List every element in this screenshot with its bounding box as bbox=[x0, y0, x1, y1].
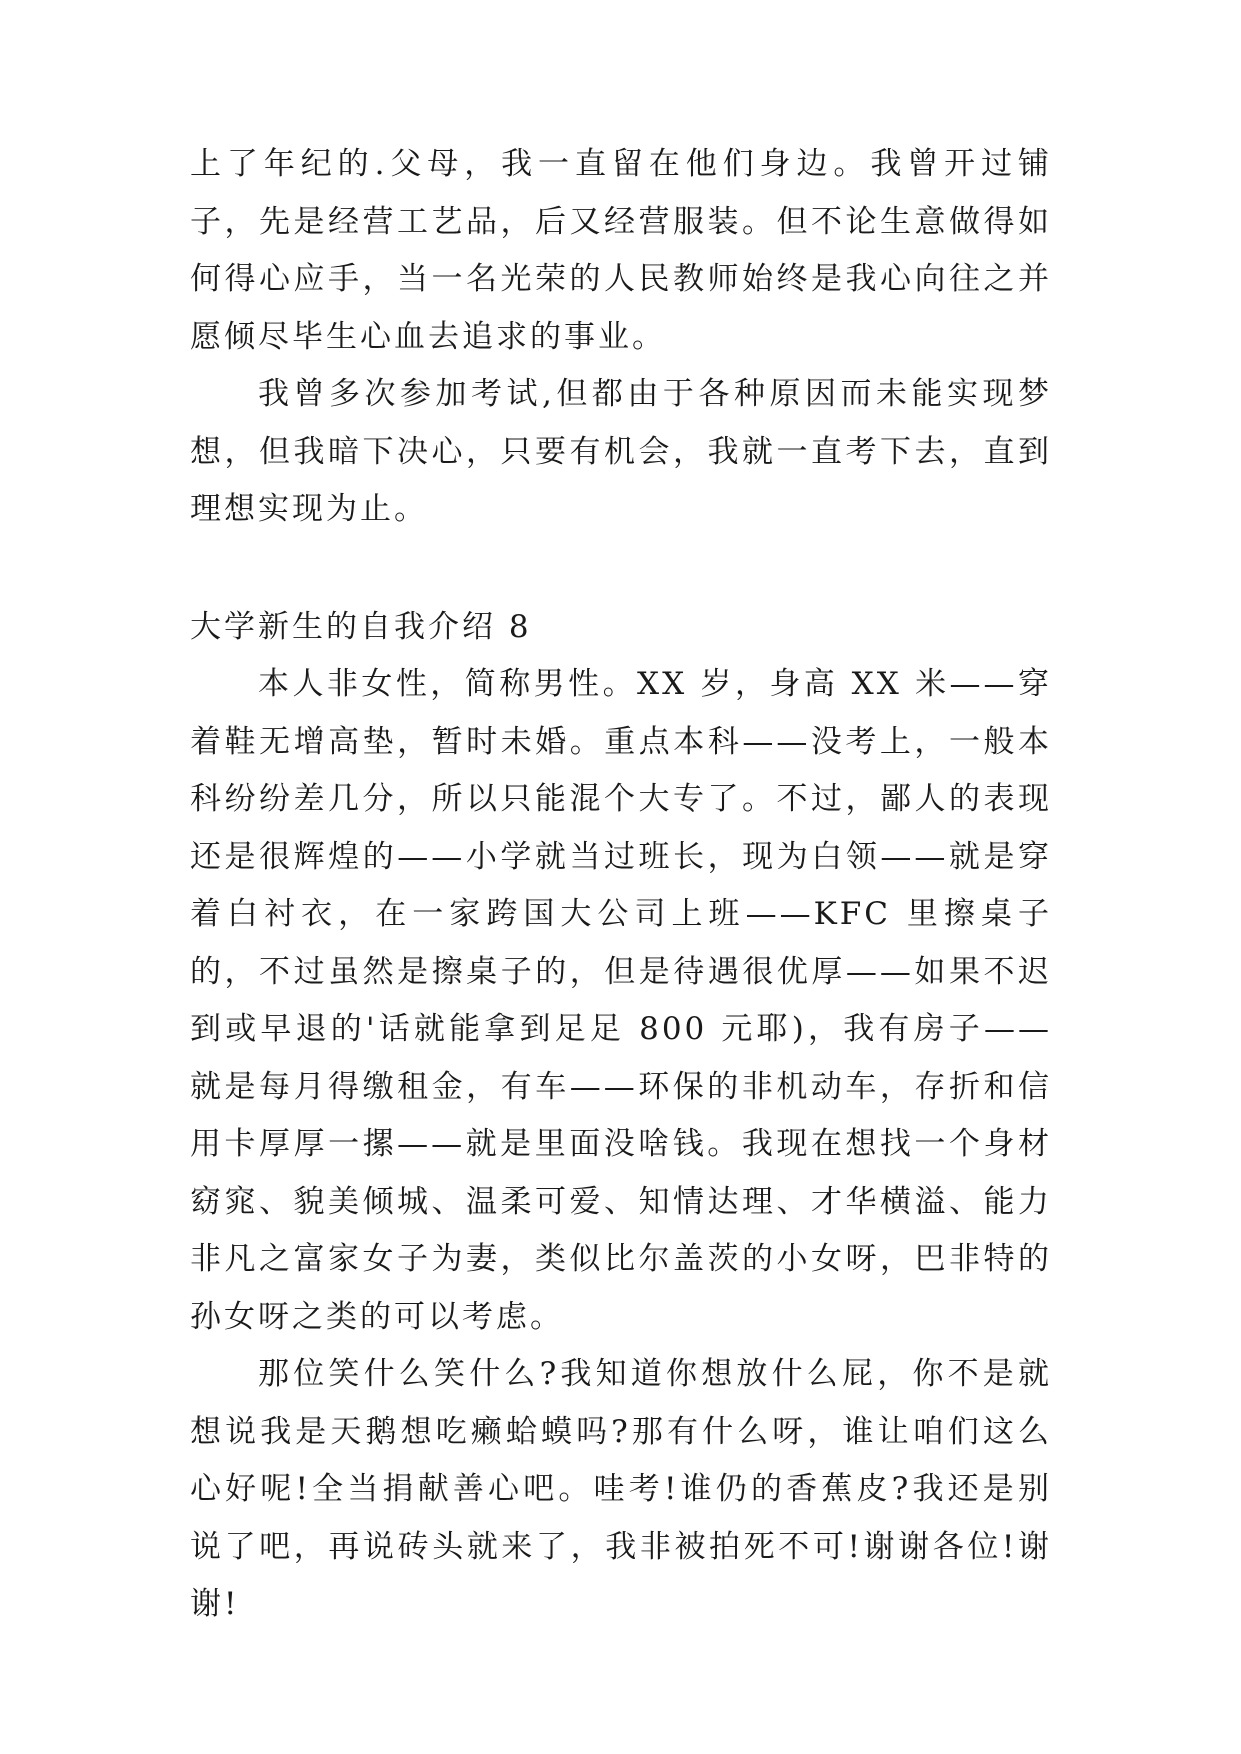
paragraph-parents-shop: 上了年纪的.父母，我一直留在他们身边。我曾开过铺子，先是经营工艺品，后又经营服装。但不论生意做得如何得心应手，当一名光荣的人民教师始终是我心向往之并愿倾尽毕生心血去追求的事业。 bbox=[190, 146, 1052, 355]
paragraph-closing: 那位笑什么笑什么?我知道你想放什么屁，你不是就想说我是天鹅想吃癞蛤蟆吗?那有什么呀，谁让咱们这么心好呢!全当捐献善心吧。哇考!谁仍的香蕉皮?我还是别说了吧，再说砖头就来了，我非被拍死不可!谢谢各位!谢谢! bbox=[190, 1356, 1052, 1622]
paragraph-self-intro: 本人非女性，简称男性。XX 岁，身高 XX 米——穿着鞋无增高垫，暂时未婚。重点本科——没考上，一般本科纷纷差几分，所以只能混个大专了。不过，鄙人的表现还是很辉煌的——小学就当过班长，现为白领——就是穿着白衬衣，在一家跨国大公司上班——KFC 里擦桌子的，不过虽然是擦桌子的，但是待遇很优厚——如果不迟到或早退的'话就能拿到足足 800 元耶)，我有房子——就是每月得缴租金，有车——环保的非机动车，存折和信用卡厚厚一摞——就是里面没啥钱。我现在想找一个身材窈窕、貌美倾城、温柔可爱、知情达理、才华横溢、能力非凡之富家女子为妻，类似比尔盖茨的小女呀，巴非特的孙女呀之类的可以考虑。 bbox=[190, 666, 1052, 1335]
paragraph-exam-dream: 我曾多次参加考试,但都由于各种原因而未能实现梦想，但我暗下决心，只要有机会，我就一直考下去，直到理想实现为止。 bbox=[190, 376, 1052, 527]
section-heading: 大学新生的自我介绍 8 bbox=[190, 608, 532, 645]
section-spacer bbox=[190, 539, 1052, 599]
document-body bbox=[190, 136, 1052, 1634]
